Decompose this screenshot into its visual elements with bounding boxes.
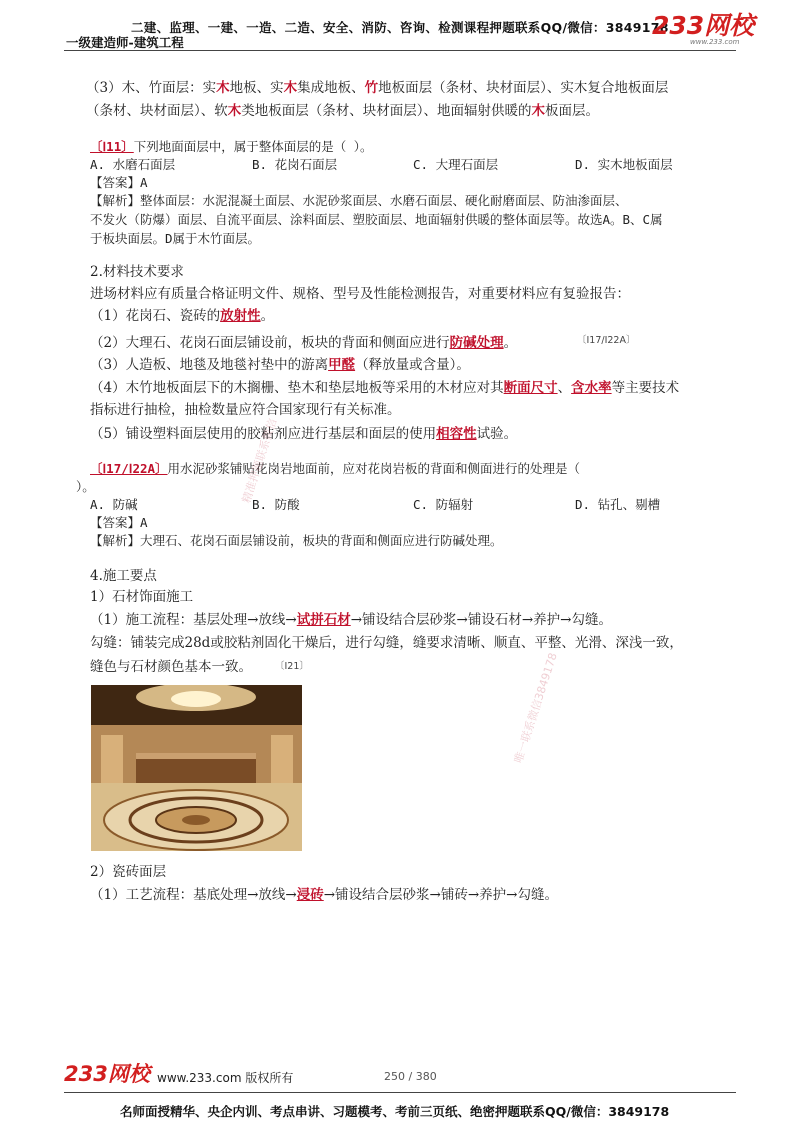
question-2-option-b: B. 防酸 [252,497,300,512]
keyword: 竹 [364,80,379,96]
section-4-joint: 勾缝：铺装完成28d或胶粘剂固化干燥后，进行勾缝，缝要求清晰、顺直、平整、光滑、深浅一致， [90,635,683,651]
question-1-option-b: B. 花岗石面层 [252,157,338,172]
keyword: 防碱处理 [449,335,504,351]
question-2-answer: 【答案】A [90,515,148,530]
keyword: 相容性 [436,426,477,442]
keyword: 试拼石材 [296,612,351,628]
question-2-stem: 〔Ⅰ17/Ⅰ22A〕用水泥砂浆铺贴花岗岩地面前，应对花岗岩板的背面和侧面进行的处理是（ [90,461,581,476]
question-1-stem: 〔Ⅰ11〕下列地面面层中，属于整体面层的是（ ）。 [90,139,373,154]
question-2-option-a: A. 防碱 [90,497,138,512]
question-1-option-a: A. 水磨石面层 [90,157,176,172]
keyword: 木 [227,103,242,119]
section-4-flow-1: （1）施工流程：基层处理→放线→试拼石材→铺设结合层砂浆→铺设石材→养护→勾缝。 [90,612,612,628]
keyword: 木 [531,103,545,119]
keyword: 木 [216,80,230,96]
keyword: 断面尺寸 [503,380,558,396]
watermark: 唯一联系微信3849178 [511,651,560,765]
section-2-item-5: （5）铺设塑料面层使用的胶粘剂应进行基层和面层的使用相容性试验。 [90,426,518,442]
stone-floor-lobby-photo [91,685,302,851]
footer-banner: 名师面授精华、央企内训、考点串讲、习题模考、考前三页纸、绝密押题联系QQ/微信：3849178 [120,1104,670,1119]
question-1-answer: 【答案】A [90,175,148,190]
question-1-analysis: 于板块面层。D属于木竹面层。 [90,231,261,246]
section-2-item-4-cont: 指标进行抽检，抽检数量应符合国家现行有关标准。 [90,402,401,418]
question-1-analysis: 不发火（防爆）面层、自流平面层、涂料面层、塑胶面层、地面辐射供暖的整体面层等。故选A。B、C属 [90,212,663,227]
lobby-illustration [91,685,302,851]
keyword: 木 [283,80,298,96]
watermark: 精准押题联系微信 [239,416,280,505]
question-2-option-d: D. 钻孔、剔槽 [575,497,661,512]
section-2-item-4: （4）木竹地板面层下的木搁栅、垫木和垫层地板等采用的木材应对其断面尺寸、含水率等主要技术 [90,380,680,396]
section-4-sub-2: 2）瓷砖面层 [90,864,167,880]
keyword: 含水率 [571,380,612,396]
footer-copyright: www.233.com 版权所有 [157,1071,294,1085]
question-2-option-c: C. 防辐射 [413,497,474,512]
section-4-flow-2: （1）工艺流程：基底处理→放线→浸砖→铺设结合层砂浆→铺砖→养护→勾缝。 [90,887,558,903]
question-2-analysis: 【解析】大理石、花岗石面层铺设前，板块的背面和侧面应进行防碱处理。 [90,533,503,548]
section-4-sub-1: 1）石材饰面施工 [90,589,194,605]
section-4-joint-cont: 缝色与石材颜色基本一致。 [90,659,252,675]
question-tag: 〔Ⅰ17/Ⅰ22A〕 [90,461,168,476]
brand-logo-url: www.233.com [690,38,740,46]
header-banner: 二建、监理、一建、一造、二造、安全、消防、咨询、检测课程押题联系QQ/微信：3849178 [131,20,669,35]
header-subtitle: 一级建造师-建筑工程 [66,35,184,50]
keyword: 浸砖 [296,887,324,903]
intro-line-1: （3）木、竹面层：实木地板、实木集成地板、竹地板面层（条材、块材面层）、实木复合地板面层 [86,80,669,96]
brand-logo: 233网校 [652,11,755,40]
header-divider [64,50,736,51]
exam-reference: 〔Ⅰ21〕 [275,661,309,672]
section-4-title: 4.施工要点 [90,568,157,584]
footer-logo: 233网校 [64,1062,150,1086]
section-2-item-1: （1）花岗石、瓷砖的放射性。 [90,308,275,324]
section-2-item-2: （2）大理石、花岗石面层铺设前，板块的背面和侧面应进行防碱处理。 [90,335,518,351]
question-1-option-d: D. 实木地板面层 [575,157,673,172]
question-tag: 〔Ⅰ11〕 [90,139,134,154]
section-2-intro: 进场材料应有质量合格证明文件、规格、型号及性能检测报告，对重要材料应有复验报告： [90,286,630,302]
question-2-stem-end: ）。 [76,479,95,494]
keyword: 放射性 [220,308,261,324]
page-number: 250 / 380 [384,1070,437,1083]
intro-line-2: （条材、块材面层）、软木类地板面层（条材、块材面层）、地面辐射供暖的木板面层。 [86,103,599,119]
footer-divider [64,1092,736,1093]
section-2-title: 2.材料技术要求 [90,264,184,280]
question-1-option-c: C. 大理石面层 [413,157,499,172]
exam-reference: 〔Ⅰ17/Ⅰ22A〕 [577,335,636,346]
question-1-analysis: 【解析】整体面层：水泥混凝土面层、水泥砂浆面层、水磨石面层、硬化耐磨面层、防油渗面层、 [90,193,628,208]
keyword: 甲醛 [328,357,356,373]
section-2-item-3: （3）人造板、地毯及地毯衬垫中的游离甲醛（释放量或含量）。 [90,357,470,373]
